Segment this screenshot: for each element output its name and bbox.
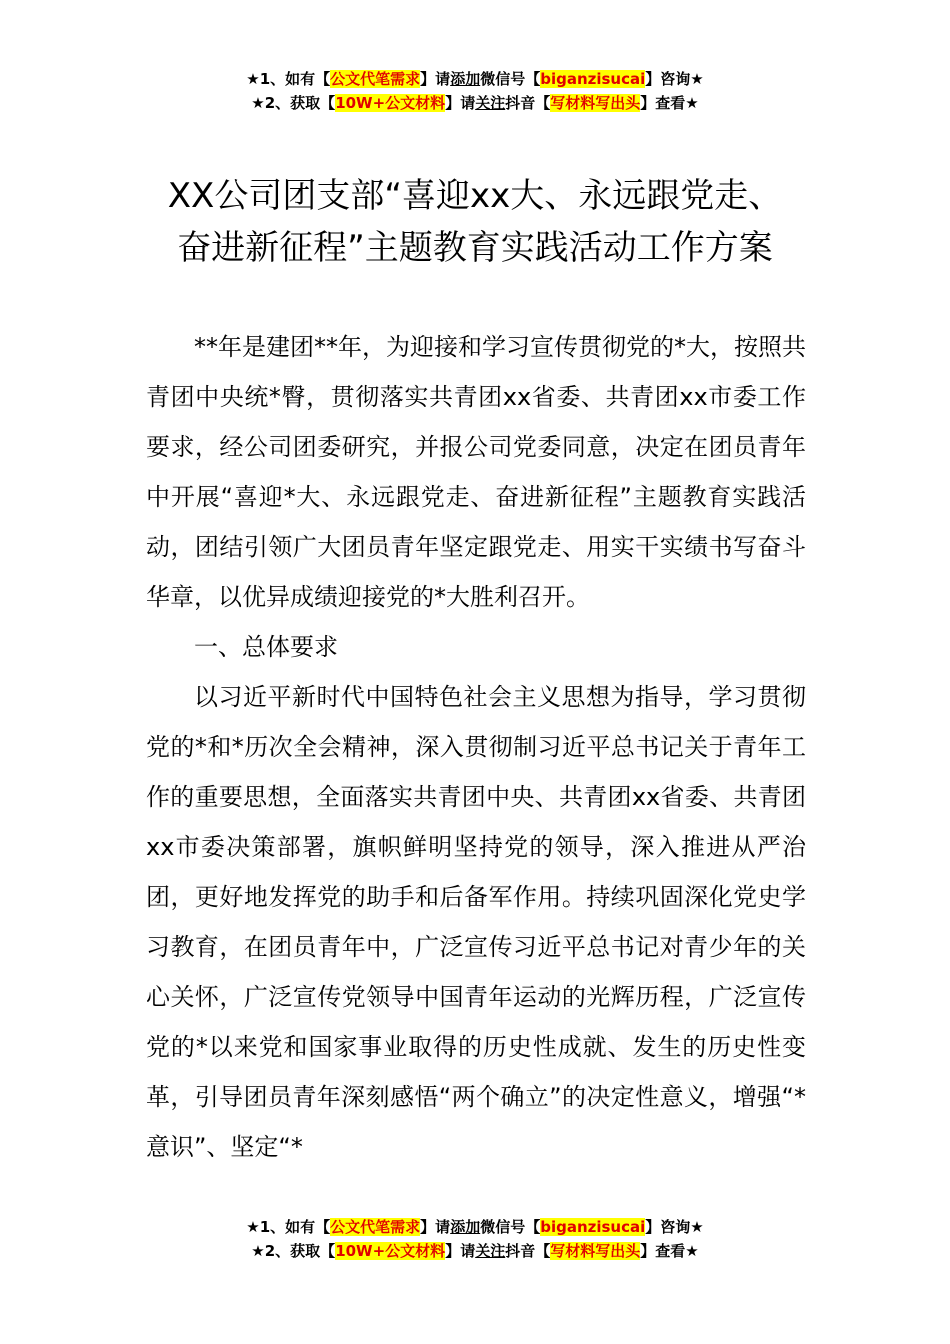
ad-highlight: biganzisucai [540, 70, 646, 88]
ad-text: ★2、获取【 [251, 94, 336, 112]
ad-text: 】请 [420, 70, 451, 88]
ad-text: 】请 [445, 1242, 476, 1260]
ad-highlight: 10W+公文材料 [335, 1242, 446, 1260]
ad-text: 微信号【 [480, 1218, 541, 1236]
ad-underline: 添加 [450, 1218, 481, 1236]
ad-line-1 [0, 1216, 950, 1240]
ad-line-2 [0, 92, 950, 116]
ad-text: ★1、如有【 [246, 70, 331, 88]
ad-text: ★1、如有【 [246, 1218, 331, 1236]
ad-underline: 关注 [475, 1242, 506, 1260]
bottom-ad-banner [0, 1216, 950, 1264]
ad-line-2 [0, 1240, 950, 1264]
ad-highlight: 写材料写出头 [550, 1242, 641, 1260]
ad-text: 】查看★ [640, 1242, 699, 1260]
ad-text: 】咨询★ [645, 1218, 704, 1236]
ad-highlight: 公文代笔需求 [330, 70, 421, 88]
ad-text: 】请 [420, 1218, 451, 1236]
ad-underline: 关注 [475, 94, 506, 112]
paragraph-intro: **年是建团**年，为迎接和学习宣传贯彻党的*大，按照共青团中央统*臀，贯彻落实共青团xx省委、共青团xx市委工作要求，经公司团委研究，并报公司党委同意，决定在团员青年中开展“喜迎*大、永远跟党走、奋进新征程”主题教育实践活动，团结引领广大团员青年坚定跟党走、用实干实绩书写奋斗华章，以优异成绩迎接党的*大胜利召开。 [146, 333, 806, 611]
ad-text: 抖音【 [505, 94, 551, 112]
document-title [0, 170, 950, 274]
ad-text: 】咨询★ [645, 70, 704, 88]
title-line-2: 奋进新征程”主题教育实践活动工作方案 [177, 228, 773, 268]
top-ad-banner [0, 68, 950, 116]
ad-line-1 [0, 68, 950, 92]
ad-highlight: 写材料写出头 [550, 94, 641, 112]
document-body [146, 322, 806, 1172]
ad-text: 微信号【 [480, 70, 541, 88]
ad-underline: 添加 [450, 70, 481, 88]
ad-highlight: 公文代笔需求 [330, 1218, 421, 1236]
ad-text: 】请 [445, 94, 476, 112]
ad-text: ★2、获取【 [251, 1242, 336, 1260]
section-heading: 一、总体要求 [194, 633, 338, 661]
ad-highlight: biganzisucai [540, 1218, 646, 1236]
ad-highlight: 10W+公文材料 [335, 94, 446, 112]
paragraph-general-requirements: 以习近平新时代中国特色社会主义思想为指导，学习贯彻党的*和*历次全会精神，深入贯彻制习近平总书记关于青年工作的重要思想，全面落实共青团中央、共青团xx省委、共青团xx市委决策部署，旗帜鲜明坚持党的领导，深入推进从严治团，更好地发挥党的助手和后备军作用。持续巩固深化党史学习教育，在团员青年中，广泛宣传习近平总书记对青少年的关心关怀，广泛宣传党领导中国青年运动的光辉历程，广泛宣传党的*以来党和国家事业取得的历史性成就、发生的历史性变革，引导团员青年深刻感悟“两个确立”的决定性意义，增强“*意识”、坚定“* [146, 683, 806, 1161]
ad-text: 抖音【 [505, 1242, 551, 1260]
title-line-1: XX公司团支部“喜迎xx大、永远跟党走、 [167, 176, 783, 216]
ad-text: 】查看★ [640, 94, 699, 112]
